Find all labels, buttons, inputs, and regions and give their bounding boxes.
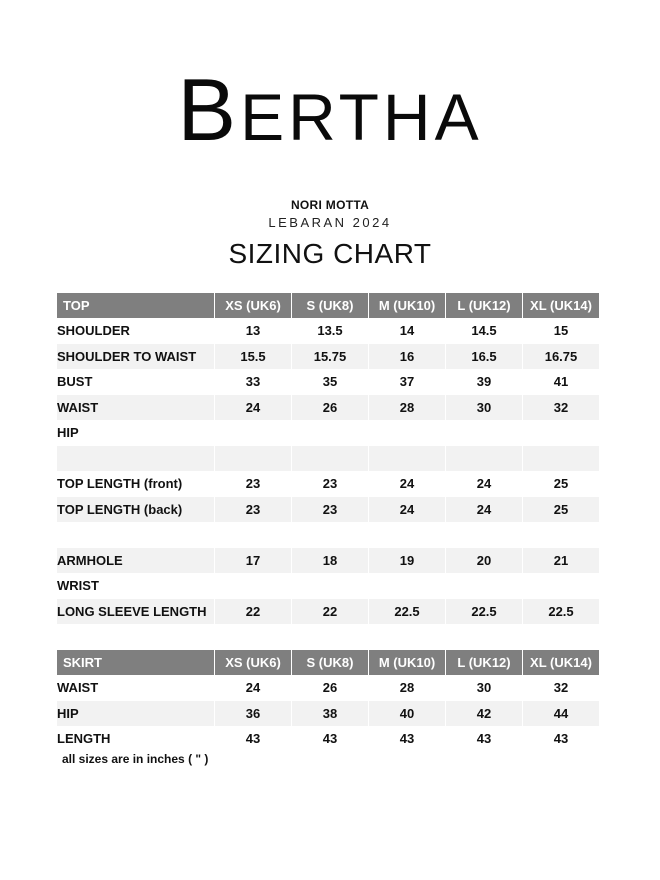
size-header: S (UK8) — [292, 293, 369, 319]
measurement-label: LONG SLEEVE LENGTH — [57, 599, 215, 625]
measurement-value — [369, 446, 446, 472]
footnote: all sizes are in inches ( " ) — [62, 752, 209, 766]
measurement-value — [446, 446, 523, 472]
measurement-value: 28 — [369, 675, 446, 701]
measurement-value — [523, 420, 600, 446]
table-row — [57, 344, 600, 370]
measurement-value: 23 — [215, 497, 292, 523]
measurement-value: 37 — [369, 369, 446, 395]
table-row — [57, 471, 600, 497]
measurement-label: SHOULDER — [57, 318, 215, 344]
measurement-value: 23 — [292, 471, 369, 497]
measurement-label: WAIST — [57, 395, 215, 421]
measurement-value: 32 — [523, 395, 600, 421]
measurement-value — [523, 522, 600, 548]
measurement-value: 30 — [446, 395, 523, 421]
measurement-value — [446, 522, 523, 548]
measurement-value: 24 — [369, 497, 446, 523]
measurement-value: 24 — [446, 471, 523, 497]
table-row — [57, 522, 600, 548]
designer-name: NORI MOTTA — [290, 198, 370, 212]
measurement-value: 26 — [292, 675, 369, 701]
measurement-value: 24 — [215, 675, 292, 701]
measurement-value: 30 — [446, 675, 523, 701]
measurement-value: 16 — [369, 344, 446, 370]
measurement-label: WAIST — [57, 675, 215, 701]
measurement-value: 43 — [292, 726, 369, 752]
measurement-value: 22.5 — [446, 599, 523, 625]
measurement-value: 35 — [292, 369, 369, 395]
measurement-value: 13.5 — [292, 318, 369, 344]
measurement-label: WRIST — [57, 573, 215, 599]
page-title: SIZING CHART — [228, 238, 432, 269]
size-header: L (UK12) — [446, 650, 523, 676]
measurement-value: 43 — [215, 726, 292, 752]
measurement-value — [292, 573, 369, 599]
measurement-value: 28 — [369, 395, 446, 421]
size-header: L (UK12) — [446, 293, 523, 319]
measurement-value — [292, 446, 369, 472]
measurement-value: 24 — [446, 497, 523, 523]
table-row — [57, 395, 600, 421]
measurement-value: 43 — [446, 726, 523, 752]
measurement-value: 25 — [523, 497, 600, 523]
measurement-label: HIP — [57, 701, 215, 727]
table-row — [57, 446, 600, 472]
measurement-label: BUST — [57, 369, 215, 395]
measurement-value: 22.5 — [369, 599, 446, 625]
measurement-value — [369, 420, 446, 446]
table-row — [57, 318, 600, 344]
measurement-value: 40 — [369, 701, 446, 727]
measurement-value — [215, 624, 292, 650]
measurement-value — [215, 573, 292, 599]
table-row — [57, 599, 600, 625]
measurement-value — [369, 624, 446, 650]
skirt-header-row — [57, 650, 600, 676]
measurement-value: 22 — [215, 599, 292, 625]
measurement-value — [523, 624, 600, 650]
measurement-value: 15.75 — [292, 344, 369, 370]
measurement-value: 17 — [215, 548, 292, 574]
table-row — [57, 701, 600, 727]
measurement-value: 38 — [292, 701, 369, 727]
measurement-label: ARMHOLE — [57, 548, 215, 574]
measurement-value — [215, 420, 292, 446]
measurement-value: 39 — [446, 369, 523, 395]
measurement-value — [215, 522, 292, 548]
table-row — [57, 624, 600, 650]
size-header: XS (UK6) — [215, 293, 292, 319]
measurement-label — [57, 624, 215, 650]
measurement-value: 32 — [523, 675, 600, 701]
measurement-value — [369, 522, 446, 548]
measurement-label: LENGTH — [57, 726, 215, 752]
measurement-value: 26 — [292, 395, 369, 421]
measurement-value — [292, 420, 369, 446]
measurement-value — [523, 446, 600, 472]
size-header: XS (UK6) — [215, 650, 292, 676]
measurement-value: 43 — [369, 726, 446, 752]
measurement-value — [292, 624, 369, 650]
measurement-value: 42 — [446, 701, 523, 727]
collection-name: LEBARAN 2024 — [268, 215, 392, 230]
measurement-value — [446, 573, 523, 599]
measurement-value: 25 — [523, 471, 600, 497]
measurement-value: 23 — [292, 497, 369, 523]
measurement-label: TOP LENGTH (back) — [57, 497, 215, 523]
measurement-value: 20 — [446, 548, 523, 574]
brand-initial: B — [177, 60, 241, 159]
measurement-value: 19 — [369, 548, 446, 574]
measurement-value: 22 — [292, 599, 369, 625]
top-header-row — [57, 293, 600, 319]
measurement-value: 24 — [215, 395, 292, 421]
measurement-value: 15 — [523, 318, 600, 344]
measurement-label — [57, 446, 215, 472]
measurement-value: 18 — [292, 548, 369, 574]
size-header: M (UK10) — [369, 293, 446, 319]
top-section-label: TOP — [57, 293, 215, 319]
skirt-section-label: SKIRT — [57, 650, 215, 676]
size-header: M (UK10) — [369, 650, 446, 676]
size-header: XL (UK14) — [523, 293, 600, 319]
measurement-value: 22.5 — [523, 599, 600, 625]
table-row — [57, 573, 600, 599]
measurement-value — [446, 420, 523, 446]
measurement-value — [523, 573, 600, 599]
brand-rest: ERTHA — [240, 80, 483, 154]
measurement-value — [369, 573, 446, 599]
measurement-label: TOP LENGTH (front) — [57, 471, 215, 497]
measurement-value: 13 — [215, 318, 292, 344]
size-header: S (UK8) — [292, 650, 369, 676]
measurement-label — [57, 522, 215, 548]
size-header: XL (UK14) — [523, 650, 600, 676]
measurement-value: 21 — [523, 548, 600, 574]
measurement-value: 14 — [369, 318, 446, 344]
measurement-value: 16.75 — [523, 344, 600, 370]
measurement-value: 41 — [523, 369, 600, 395]
table-row — [57, 726, 600, 752]
measurement-value: 43 — [523, 726, 600, 752]
measurement-value: 33 — [215, 369, 292, 395]
table-row — [57, 497, 600, 523]
measurement-value: 44 — [523, 701, 600, 727]
measurement-value — [292, 522, 369, 548]
table-row — [57, 675, 600, 701]
measurement-value: 14.5 — [446, 318, 523, 344]
measurement-label: SHOULDER TO WAIST — [57, 344, 215, 370]
table-row — [57, 420, 600, 446]
table-row — [57, 548, 600, 574]
brand-logo — [0, 60, 660, 159]
measurement-value — [446, 624, 523, 650]
measurement-value: 23 — [215, 471, 292, 497]
table-row — [57, 369, 600, 395]
measurement-value — [215, 446, 292, 472]
measurement-label: HIP — [57, 420, 215, 446]
sizing-table — [56, 292, 600, 752]
measurement-value: 36 — [215, 701, 292, 727]
measurement-value: 24 — [369, 471, 446, 497]
measurement-value: 15.5 — [215, 344, 292, 370]
measurement-value: 16.5 — [446, 344, 523, 370]
